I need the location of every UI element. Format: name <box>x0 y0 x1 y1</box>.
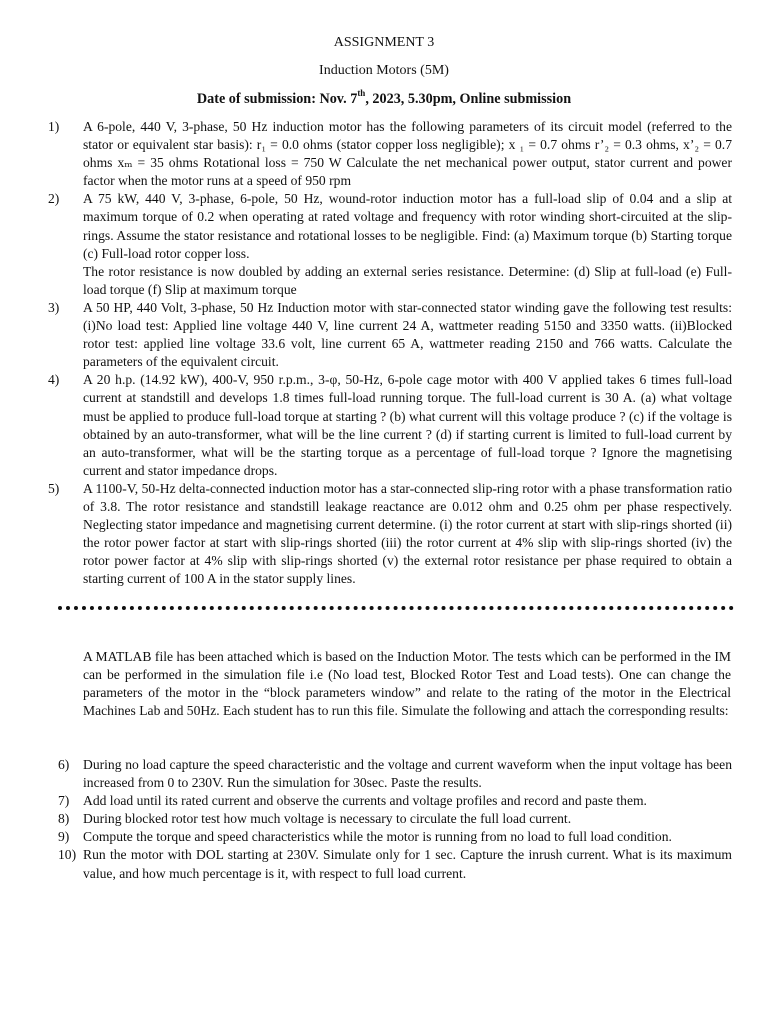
simulation-task-list <box>48 756 732 883</box>
assignment-title: ASSIGNMENT 3 <box>333 35 435 50</box>
task-number: 8) <box>58 811 70 827</box>
task-text <box>83 828 732 846</box>
question-paragraph: A 75 kW, 440 V, 3-phase, 6-pole, 50 Hz, wound-rotor induction motor has a full-load slip of 0.04 and a slip at maximum torque of 0.2 when operating at rated voltage and frequency with rotor winding short-circuited at the slip-rings. Assume the stator resistance and rotational losses to be negligible. Find: (a) Maximum torque (b) Starting torque (c) Full-load rotor copper loss. <box>83 191 732 261</box>
submission-date-superscript: th <box>357 88 366 99</box>
task-number: 6) <box>58 757 70 772</box>
submission-date-suffix: , 2023, 5.30pm, Online submission <box>365 91 572 107</box>
task-paragraph: During blocked rotor test how much voltage is necessary to circulate the full load current. <box>83 811 572 827</box>
question-number: 4) <box>48 372 60 388</box>
task-text <box>83 810 732 828</box>
question-item <box>48 480 732 589</box>
question-text <box>83 118 732 190</box>
question-paragraph: A 20 h.p. (14.92 kW), 400-V, 950 r.p.m., 3-φ, 50-Hz, 6-pole cage motor with 400 V applied takes 6 times full-load current at standstill and develops 1.8 times full-load running torque. The full-load current is 30 A. (a) what voltage must be applied to produce full-load torque at starting ? (b) what current will this voltage produce ? (c) if the voltage is obtained by an auto-transformer, what will be the line current ? (d) if starting current is limited to full-load current by an auto-transformer, what will be the starting torque as a percentage of full-load torque ? Ignore the magnetising current and stator impedance drops. <box>83 372 732 478</box>
task-paragraph: Add load until its rated current and observe the currents and voltage profiles and record and paste them. <box>83 793 647 809</box>
task-text <box>83 846 732 882</box>
dotted-divider <box>58 606 734 610</box>
question-paragraph: A 1100-V, 50-Hz delta-connected induction motor has a star-connected slip-ring rotor with a phase transformation ratio of 3.8. The rotor resistance and standstill leakage reactance are 0.012 ohm and 0.25 ohm per phase respectively. Neglecting stator impedance and magnetising current determine. (i) the rotor current at start with slip-rings shorted (ii) the rotor power factor at start with slip-rings shorted (iii) the rotor current at 4% slip with slip-rings shorted (iv) the rotor power factor at 4% slip with slip-rings shorted (v) the external rotor resistance per phase required to obtain a starting current of 100 A in the stator supply lines. <box>83 480 732 587</box>
question-text <box>83 371 732 480</box>
question-paragraph: The rotor resistance is now doubled by adding an external series resistance. Determine: (d) Slip at full-load (e) Full-load torque (f) Slip at maximum torque <box>83 263 732 297</box>
theory-question-list <box>48 118 732 588</box>
question-text <box>83 480 732 589</box>
assignment-subtitle: Induction Motors (5M) <box>319 63 449 78</box>
question-number: 5) <box>48 480 60 496</box>
task-number: 7) <box>58 793 70 809</box>
question-item <box>48 118 732 190</box>
task-text <box>83 792 732 810</box>
question-number: 1) <box>48 119 60 134</box>
question-item <box>48 371 732 480</box>
question-number: 3) <box>48 299 60 315</box>
task-number: 9) <box>58 829 70 845</box>
task-text <box>83 756 732 792</box>
task-item <box>48 828 732 846</box>
question-paragraph: A 6-pole, 440 V, 3-phase, 50 Hz induction motor has the following parameters of its circuit model (referred to the stator or equivalent star basis): r₁ = 0.0 ohms (stator copper loss negligible); x ₁ = 0.7 ohms r’₂ = 0.3 ohms, x’₂ = 0.7 ohms xₘ = 35 ohms Rotational loss = 750 W Calculate the net mechanical power output, stator current and power factor when the motor runs at a speed of 950 rpm <box>83 119 732 189</box>
task-item <box>48 792 732 810</box>
question-item <box>48 190 732 299</box>
question-paragraph: A 50 HP, 440 Volt, 3-phase, 50 Hz Induction motor with star-connected stator winding gave the following test results: (i)No load test: Applied line voltage 440 V, line current 24 A, wattmeter reading 5150 and 3350 watts. (ii)Blocked rotor test: applied line voltage 33.6 volt, line current 65 A, wattmeter reading 2150 and 766 watts. Calculate the parameters of the equivalent circuit. <box>83 299 732 370</box>
task-number: 10) <box>58 847 77 863</box>
task-item <box>48 756 732 792</box>
task-paragraph: Run the motor with DOL starting at 230V. Simulate only for 1 sec. Capture the inrush current. What is its maximum value, and how much percentage is it, with respect to full load current. <box>83 847 732 881</box>
task-item <box>48 810 732 828</box>
task-item <box>48 846 732 882</box>
submission-date <box>0 90 768 108</box>
task-paragraph: During no load capture the speed characteristic and the voltage and current waveform when the input voltage has been increased from 0 to 230V. Run the simulation for 30sec. Paste the results. <box>83 757 732 791</box>
question-text <box>83 190 732 299</box>
question-item <box>48 299 732 371</box>
question-text <box>83 299 732 371</box>
question-number: 2) <box>48 191 60 207</box>
submission-date-prefix: Date of submission: Nov. 7 <box>196 91 358 107</box>
task-paragraph: Compute the torque and speed characteristics while the motor is running from no load to full load condition. <box>83 829 672 845</box>
matlab-intro-paragraph: A MATLAB file has been attached which is based on the Induction Motor. The tests which can be performed in the IM can be performed in the simulation file i.e (No load test, Blocked Rotor Test and Load tests). One can change the parameters of the motor in the “block parameters window” and relate to the rating of the motor in the Electrical Machines Lab and 50Hz. Each student has to run this file. Simulate the following and attach the corresponding results: <box>83 649 731 719</box>
